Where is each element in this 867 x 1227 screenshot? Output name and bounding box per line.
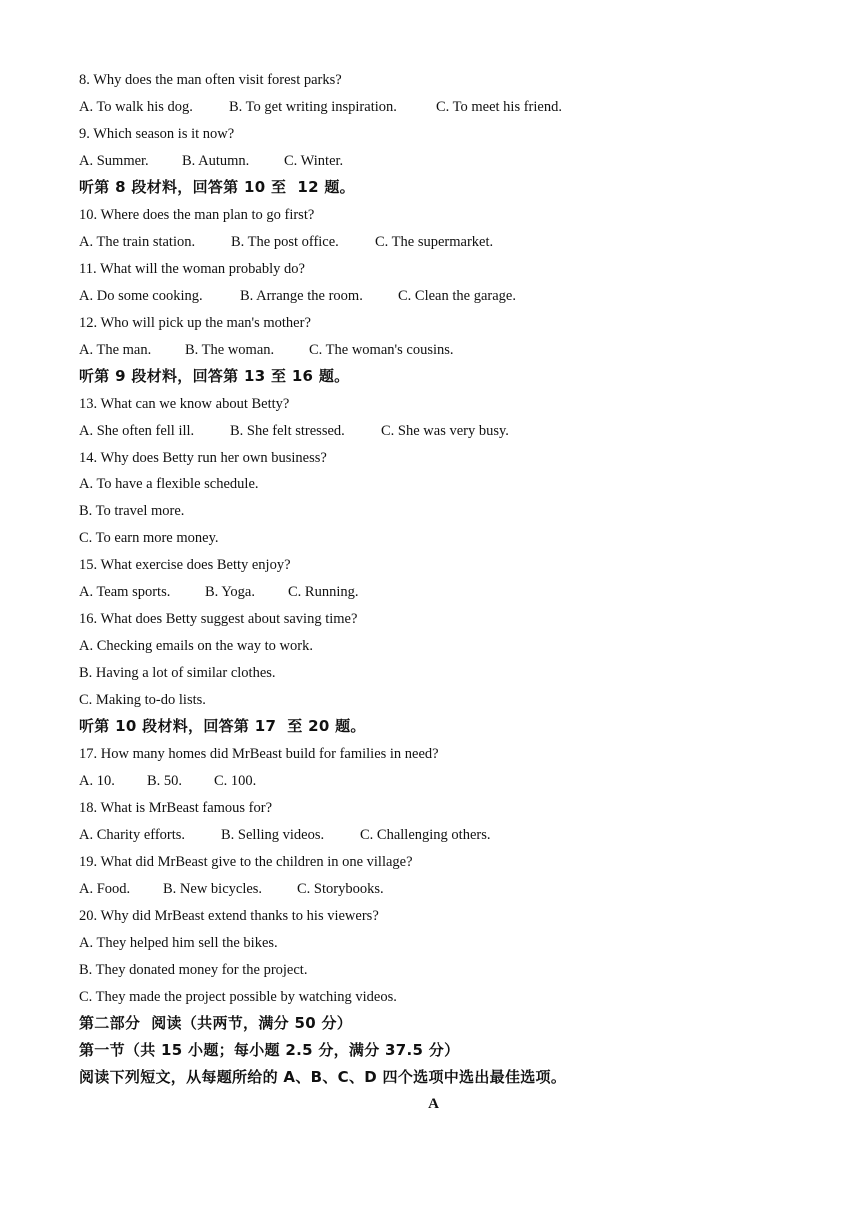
section-8-heading: 听第 8 段材料，回答第 10 至 12 题。 bbox=[79, 178, 355, 196]
question-17-option-a: A. 10. bbox=[79, 773, 115, 789]
question-18-option-a: A. Charity efforts. bbox=[79, 827, 186, 843]
question-17-option-b: B. 50. bbox=[147, 773, 183, 789]
question-12-option-c: C. The woman's cousins. bbox=[309, 342, 454, 358]
section-1-heading: 第一节（共 15 小题；每小题 2.5 分，满分 37.5 分） bbox=[79, 1041, 460, 1059]
question-17-options bbox=[79, 772, 779, 790]
question-8-option-b: B. To get writing inspiration. bbox=[229, 99, 397, 115]
question-18-stem: 18. What is MrBeast famous for? bbox=[79, 800, 273, 816]
question-14-option-b: B. To travel more. bbox=[79, 503, 185, 519]
question-15-option-a: A. Team sports. bbox=[79, 584, 171, 600]
question-16-stem: 16. What does Betty suggest about saving time? bbox=[79, 611, 358, 627]
question-12-stem: 12. Who will pick up the man's mother? bbox=[79, 315, 311, 331]
question-13-option-b: B. She felt stressed. bbox=[230, 423, 345, 439]
question-8-option-a: A. To walk his dog. bbox=[79, 99, 193, 115]
section-9-heading: 听第 9 段材料，回答第 13 至 16 题。 bbox=[79, 367, 350, 385]
question-11-option-b: B. Arrange the room. bbox=[240, 288, 363, 304]
question-14-option-c: C. To earn more money. bbox=[79, 530, 219, 546]
question-8-option-c: C. To meet his friend. bbox=[436, 99, 562, 115]
section-10-heading: 听第 10 段材料，回答第 17 至 20 题。 bbox=[79, 717, 366, 735]
question-19-option-a: A. Food. bbox=[79, 881, 131, 897]
question-10-option-b: B. The post office. bbox=[231, 234, 339, 250]
question-20-option-a: A. They helped him sell the bikes. bbox=[79, 935, 278, 951]
question-11-options bbox=[79, 287, 779, 305]
question-15-stem: 15. What exercise does Betty enjoy? bbox=[79, 557, 291, 573]
question-10-option-c: C. The supermarket. bbox=[375, 234, 494, 250]
question-10-options bbox=[79, 233, 779, 251]
question-17-option-c: C. 100. bbox=[214, 773, 257, 789]
question-18-option-c: C. Challenging others. bbox=[360, 827, 491, 843]
question-9-option-a: A. Summer. bbox=[79, 153, 149, 169]
question-9-option-b: B. Autumn. bbox=[182, 153, 250, 169]
question-20-option-b: B. They donated money for the project. bbox=[79, 962, 308, 978]
question-13-stem: 13. What can we know about Betty? bbox=[79, 396, 290, 412]
question-10-stem: 10. Where does the man plan to go first? bbox=[79, 207, 315, 223]
question-15-option-b: B. Yoga. bbox=[205, 584, 255, 600]
reading-instruction: 阅读下列短文，从每题所给的 A、B、C、D 四个选项中选出最佳选项。 bbox=[79, 1068, 567, 1086]
question-19-option-b: B. New bicycles. bbox=[163, 881, 263, 897]
question-14-stem: 14. Why does Betty run her own business? bbox=[79, 450, 327, 466]
question-11-stem: 11. What will the woman probably do? bbox=[79, 261, 305, 277]
question-16-option-b: B. Having a lot of similar clothes. bbox=[79, 665, 276, 681]
question-11-option-a: A. Do some cooking. bbox=[79, 288, 203, 304]
question-15-option-c: C. Running. bbox=[288, 584, 359, 600]
question-11-option-c: C. Clean the garage. bbox=[398, 288, 516, 304]
question-13-option-c: C. She was very busy. bbox=[381, 423, 509, 439]
question-8-options bbox=[79, 98, 779, 116]
question-18-option-b: B. Selling videos. bbox=[221, 827, 325, 843]
part-2-heading: 第二部分 阅读（共两节，满分 50 分） bbox=[79, 1014, 353, 1032]
question-12-option-b: B. The woman. bbox=[185, 342, 275, 358]
question-19-option-c: C. Storybooks. bbox=[297, 881, 384, 897]
question-12-option-a: A. The man. bbox=[79, 342, 152, 358]
question-8-stem: 8. Why does the man often visit forest parks? bbox=[79, 72, 342, 88]
question-17-stem: 17. How many homes did MrBeast build for families in need? bbox=[79, 746, 439, 762]
question-19-options bbox=[79, 880, 779, 898]
question-12-options bbox=[79, 341, 779, 359]
passage-letter: A bbox=[428, 1096, 439, 1112]
question-10-option-a: A. The train station. bbox=[79, 234, 196, 250]
question-16-option-a: A. Checking emails on the way to work. bbox=[79, 638, 313, 654]
question-9-stem: 9. Which season is it now? bbox=[79, 126, 235, 142]
question-14-option-a: A. To have a flexible schedule. bbox=[79, 476, 259, 492]
question-20-option-c: C. They made the project possible by watching videos. bbox=[79, 989, 397, 1005]
question-20-stem: 20. Why did MrBeast extend thanks to his viewers? bbox=[79, 908, 379, 924]
question-16-option-c: C. Making to-do lists. bbox=[79, 692, 206, 708]
question-9-options bbox=[79, 152, 779, 170]
question-9-option-c: C. Winter. bbox=[284, 153, 344, 169]
question-15-options bbox=[79, 583, 779, 601]
question-18-options bbox=[79, 826, 779, 844]
question-13-option-a: A. She often fell ill. bbox=[79, 423, 195, 439]
question-19-stem: 19. What did MrBeast give to the children in one village? bbox=[79, 854, 413, 870]
question-13-options bbox=[79, 422, 779, 440]
